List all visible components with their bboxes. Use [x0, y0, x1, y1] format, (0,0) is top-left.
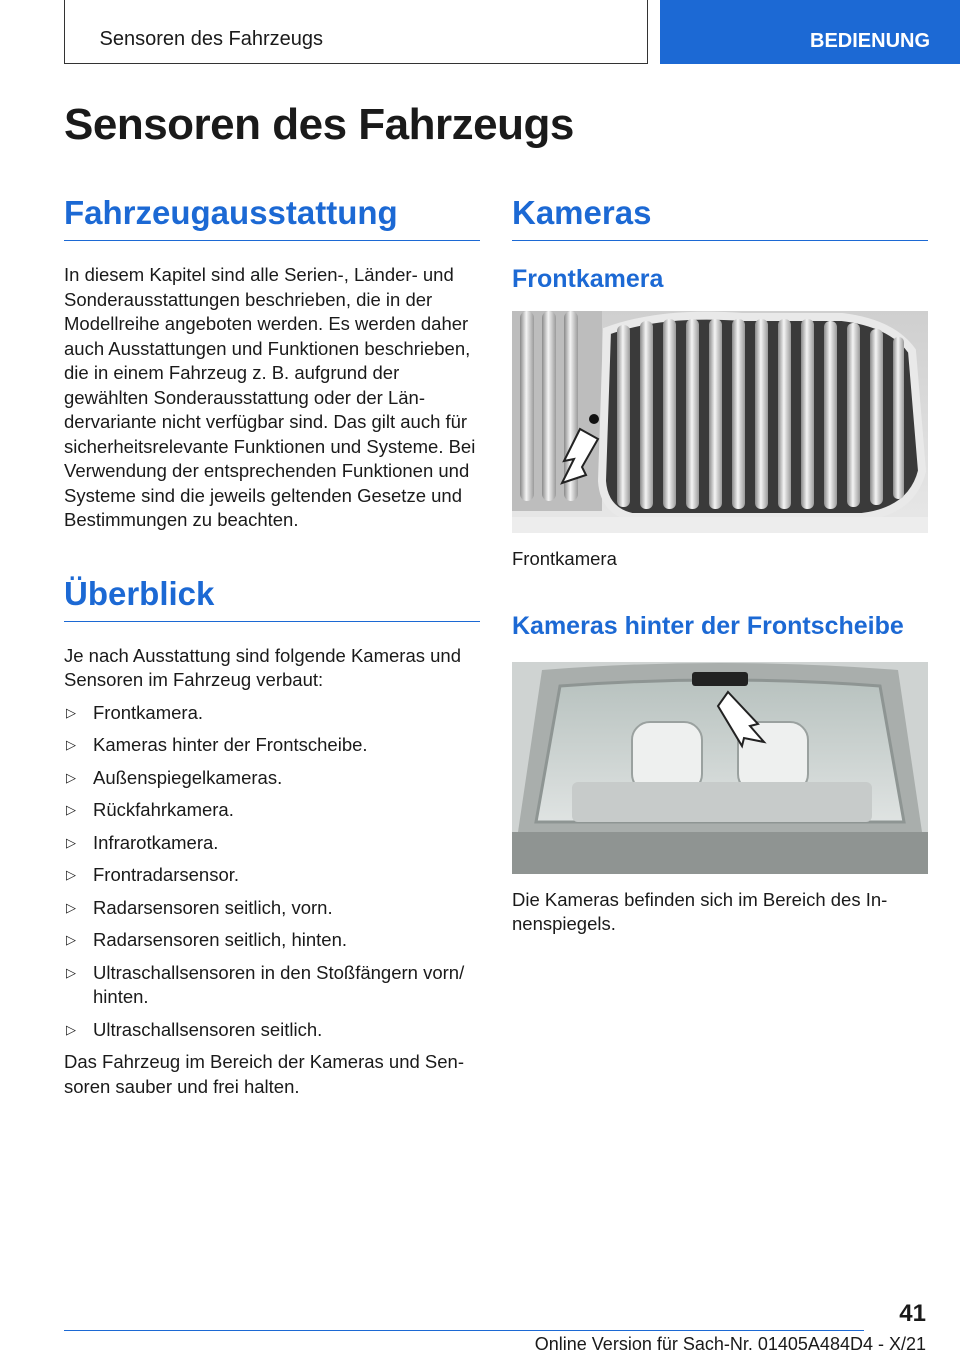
heading-ueberblick: Überblick — [64, 573, 480, 622]
footer-divider — [64, 1330, 864, 1331]
header-section-title: Sensoren des Fahrzeugs — [99, 28, 323, 50]
list-item: ▷ Frontradarsensor. — [64, 863, 480, 888]
windshield-camera-icon — [512, 662, 928, 874]
triangle-bullet-icon: ▷ — [66, 964, 76, 980]
left-column — [64, 192, 480, 1099]
list-item: ▷ Ultraschallsensoren seitlich. — [64, 1018, 480, 1043]
footer-online-version: Online Version für Sach-Nr. 01405A484D4 - X/21 — [534, 1334, 926, 1354]
heading-frontscheibe: Kameras hinter der Frontscheibe — [512, 611, 904, 640]
triangle-bullet-icon: ▷ — [66, 704, 76, 720]
list-item: ▷ Ultraschallsensoren in den Stoßfängern vorn/ hinten. — [66, 961, 465, 1007]
frontscheibe-illustration — [512, 662, 928, 874]
list-item: ▷ Außenspiegelkameras. — [64, 766, 480, 791]
frontkamera-illustration — [512, 311, 928, 533]
heading-fahrzeugausstattung: Fahrzeugausstattung — [64, 192, 480, 241]
frontscheibe-caption: Die Kameras befinden sich im Bereich des Innenspiegels. — [512, 888, 888, 934]
heading-kameras: Kameras — [512, 192, 928, 241]
list-item: ▷ Radarsensoren seitlich, hinten. — [64, 928, 480, 953]
triangle-bullet-icon: ▷ — [66, 932, 76, 947]
triangle-bullet-icon: ▷ — [66, 1021, 76, 1037]
page-number: 41 — [899, 1300, 926, 1327]
list-item: ▷ Infrarotkamera. — [64, 831, 480, 856]
list-item: ▷ Frontkamera. — [64, 701, 480, 726]
heading-frontkamera: Frontkamera — [512, 265, 664, 293]
triangle-bullet-icon: ▷ — [66, 899, 76, 915]
sensor-list — [64, 701, 480, 1043]
page-title: Sensoren des Fahrzeugs — [64, 100, 574, 149]
list-item: ▷ Kameras hinter der Frontscheibe. — [64, 733, 480, 758]
triangle-bullet-icon: ▷ — [66, 867, 76, 882]
triangle-bullet-icon: ▷ — [66, 737, 76, 752]
triangle-bullet-icon: ▷ — [66, 834, 76, 850]
list-item: ▷ Rückfahrkamera. — [64, 798, 480, 823]
list-item: ▷ Radarsensoren seitlich, vorn. — [64, 896, 480, 921]
triangle-bullet-icon: ▷ — [66, 802, 76, 817]
ueberblick-outro: Das Fahrzeug im Bereich der Kameras und Sensoren sauber und frei halten. — [64, 1051, 465, 1097]
header-chapter-tab[interactable]: BEDIENUNG — [660, 0, 960, 64]
grille-icon — [512, 311, 928, 533]
frontkamera-caption: Frontkamera — [512, 548, 617, 569]
triangle-bullet-icon: ▷ — [66, 769, 76, 785]
right-column — [512, 192, 928, 937]
fahrzeugausstattung-text: In diesem Kapitel sind alle Serien-, Länder- und Sonderausstattungen beschrieben, die in der Modellreihe angeboten werden. Es werden daher auch Ausstattungen und Funktionen beschrieben, die in einem Fahrzeug z. B. aufgrund der gewählten Sonderausstattung oder der Ländervariante nicht verfügbar sind. Das gilt auch für sicherheitsrelevante Funktionen und Systeme. Bei Verwendung der entsprechenden Funktionen und Systeme sind die jeweils geltenden Gesetze und Bestimmungen zu beachten. — [64, 264, 476, 530]
ueberblick-intro: Je nach Ausstattung sind folgende Kameras und Sensoren im Fahrzeug verbaut: — [64, 644, 461, 690]
header-box — [64, 0, 648, 64]
